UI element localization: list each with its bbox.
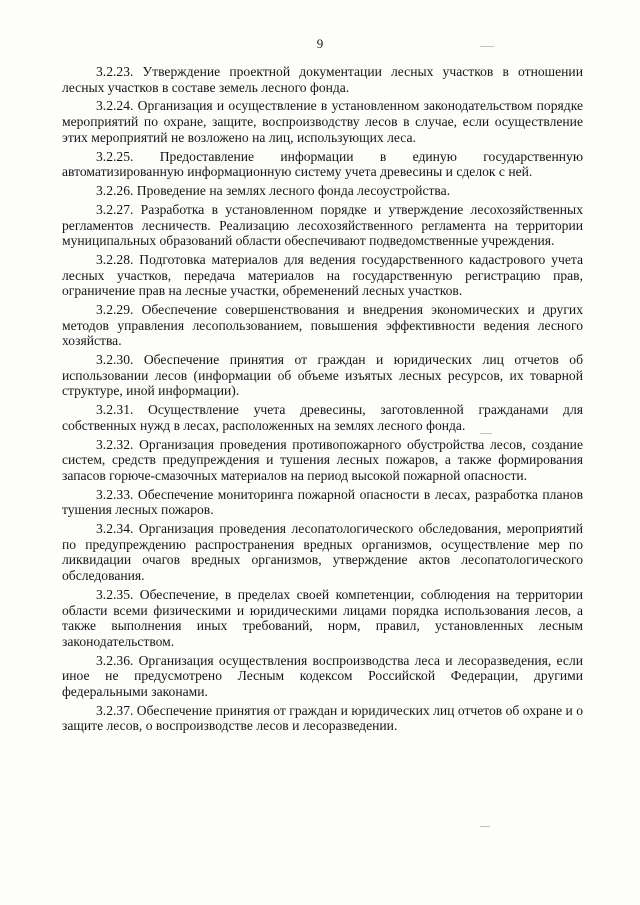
- paragraph-3-2-23: 3.2.23. Утверждение проектной документации лесных участков в отношении лесных участков в составе земель лесного фонда.: [62, 64, 583, 95]
- page-number: 9: [316, 36, 324, 51]
- paragraph-3-2-31: 3.2.31. Осуществление учета древесины, заготовленной гражданами для собственных нужд в лесах, расположенных на землях лесного фонда.: [62, 402, 583, 433]
- paragraph-3-2-34: 3.2.34. Организация проведения лесопатологического обследования, мероприятий по предупреждению распространения вредных организмов, осуществление мер по ликвидации очагов вредных организмов, утверждение актов лесопатологического обследования.: [62, 521, 583, 584]
- paragraph-3-2-36: 3.2.36. Организация осуществления воспроизводства леса и лесоразведения, если иное не предусмотрено Лесным кодексом Российской Федерации, другими федеральными законами.: [62, 652, 583, 699]
- paragraph-3-2-27: 3.2.27. Разработка в установленном порядке и утверждение лесохозяйственных регламентов лесничеств. Реализацию лесохозяйственного регламента на территории муниципальных образований области обеспечивают подведомственные учреждения.: [62, 201, 583, 249]
- scan-artifact: [480, 826, 490, 827]
- scan-artifact: [480, 433, 492, 434]
- paragraph-3-2-35: 3.2.35. Обеспечение, в пределах своей компетенции, соблюдения на территории области всеми физическими и юридическими лицами порядка использования лесов, а также выполнения иных требований, норм, правил, установленных лесным законодательством.: [62, 586, 583, 649]
- paragraph-3-2-37: 3.2.37. Обеспечение принятия от граждан и юридических лиц отчетов об охране и о защите лесов, о воспроизводстве лесов и лесоразведении.: [62, 702, 583, 734]
- paragraph-3-2-28: 3.2.28. Подготовка материалов для ведения государственного кадастрового учета лесных участков, передача материалов на государственную регистрацию прав, ограничение прав на лесные участки, обременений лесных участков.: [62, 252, 583, 299]
- scan-artifact: [480, 46, 494, 47]
- paragraph-3-2-26: 3.2.26. Проведение на землях лесного фонда лесоустройства.: [96, 183, 451, 199]
- paragraph-3-2-29: 3.2.29. Обеспечение совершенствования и внедрения экономических и других методов управления лесопользованием, повышения эффективности ведения лесного хозяйства.: [62, 302, 583, 349]
- paragraph-3-2-32: 3.2.32. Организация проведения противопожарного обустройства лесов, создание систем, средств предупреждения и тушения лесных пожаров, а также формирования запасов горюче-смазочных материалов на период высокой пожарной опасности.: [62, 436, 583, 483]
- paragraph-3-2-25: 3.2.25. Предоставление информации в единую государственную автоматизированную информационную систему учета древесины и сделок с ней.: [62, 148, 583, 180]
- paragraph-3-2-30: 3.2.30. Обеспечение принятия от граждан и юридических лиц отчетов об использовании лесов (информации об объеме изъятых лесных ресурсов, их товарной структуре, иной информации).: [62, 352, 583, 399]
- paragraph-3-2-24: 3.2.24. Организация и осуществление в установленном законодательством порядке мероприятий по охране, защите, воспроизводству лесов в случае, если осуществление этих мероприятий не возложено на лиц, использующих леса.: [62, 98, 583, 145]
- document-body: [62, 64, 583, 737]
- paragraph-3-2-33: 3.2.33. Обеспечение мониторинга пожарной опасности в лесах, разработка планов тушения лесных пожаров.: [62, 486, 583, 518]
